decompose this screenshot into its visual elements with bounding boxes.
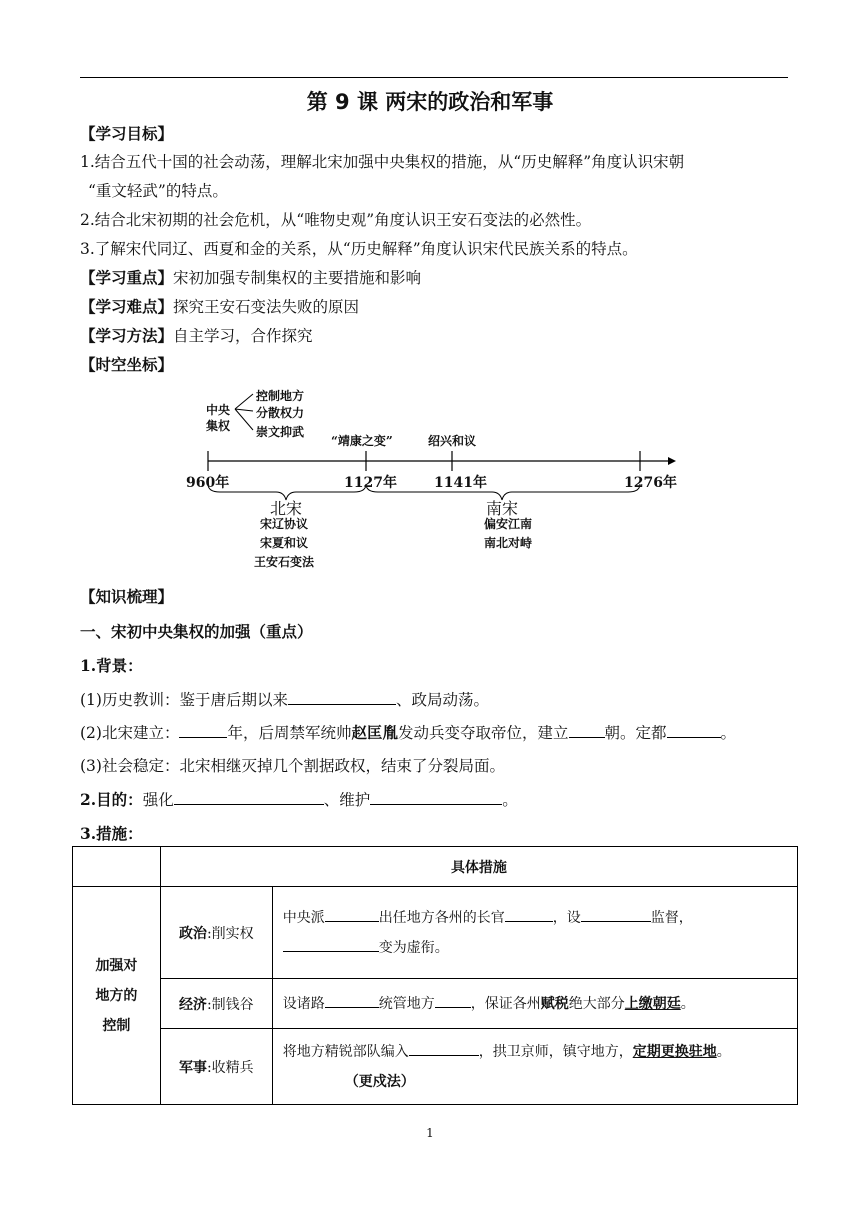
military-text-4: 。 xyxy=(716,1043,731,1060)
table-header-measures: 具体措施 xyxy=(160,847,797,887)
blank-economy-1[interactable] xyxy=(325,992,379,1008)
military-text-2: ，拱卫京师，镇守地方， xyxy=(478,1043,633,1060)
table-row-economy xyxy=(73,979,798,1029)
economy-cat: 经济 xyxy=(178,996,207,1013)
politics-cat: 政治 xyxy=(178,925,207,942)
purpose-line xyxy=(80,788,518,810)
year-1127: 1127年 xyxy=(344,475,397,491)
purpose-text-d: 。 xyxy=(502,791,518,809)
timeline-arrow-icon xyxy=(668,457,676,465)
focus-label: 【学习重点】 xyxy=(80,268,174,287)
blank-economy-2[interactable] xyxy=(435,992,471,1008)
measures-title: 3.措施： xyxy=(80,824,143,843)
table-header-row xyxy=(73,847,798,887)
measures-table xyxy=(72,846,798,1105)
military-rotate: 定期更换驻地 xyxy=(632,1043,717,1060)
branch-culture-over-military: 崇文抑武 xyxy=(256,425,305,439)
politics-text-1: 中央派 xyxy=(282,909,325,926)
blank-military-1[interactable] xyxy=(409,1040,479,1056)
timeline-heading: 【时空坐标】 xyxy=(80,355,174,374)
military-cat: 军事 xyxy=(178,1059,207,1076)
blank-politics-4b[interactable] xyxy=(355,936,379,952)
objective-2: 2.结合北宋初期的社会危机，从“唯物史观”角度认识王安石变法的必然性。 xyxy=(80,211,592,229)
row-economy-label xyxy=(160,979,272,1029)
south-note-standoff: 南北对峙 xyxy=(483,536,532,550)
politics-text-2: 出任地方各州的长官 xyxy=(378,909,505,926)
event-shaoxing-peace: 绍兴和议 xyxy=(428,434,477,448)
bg1-text-b: 、政局动荡。 xyxy=(395,691,489,709)
branch-control-local: 控制地方 xyxy=(256,389,305,403)
economy-text-2: 统管地方 xyxy=(378,995,435,1012)
north-note-xia: 宋夏和议 xyxy=(259,536,308,550)
table-row-military xyxy=(73,1029,798,1105)
row-economy-content xyxy=(272,979,797,1029)
military-gengshu: （更戍法） xyxy=(344,1073,415,1090)
bg2-text-a: (2)北宋建立： xyxy=(80,724,180,742)
branch-line-1 xyxy=(235,394,253,409)
blank-bg1[interactable] xyxy=(288,689,396,705)
south-song-notes xyxy=(468,515,548,553)
year-960: 960年 xyxy=(186,475,230,491)
objective-1: 1.结合五代十国的社会动荡，理解北宋加强中央集权的措施，从“历史解释”角度认识宋朝 xyxy=(80,153,685,171)
page-title: 第 9 课 两宋的政治和军事 xyxy=(306,90,554,114)
blank-bg2-dynasty[interactable] xyxy=(569,722,605,738)
branch-line-3 xyxy=(235,409,253,430)
focus-line xyxy=(80,266,421,288)
blank-purpose-1[interactable] xyxy=(174,789,324,805)
table-header-empty xyxy=(73,847,161,887)
section1-title: 一、宋初中央集权的加强（重点） xyxy=(80,623,313,641)
method-line xyxy=(80,324,313,346)
north-note-reform: 王安石变法 xyxy=(253,555,314,569)
difficulty-text: 探究王安石变法失败的原因 xyxy=(173,298,360,316)
difficulty-line xyxy=(80,295,359,317)
branch-divide-power: 分散权力 xyxy=(256,406,305,420)
row-military-label xyxy=(160,1029,272,1105)
page-number: 1 xyxy=(426,1126,434,1140)
economy-text-7: 。 xyxy=(680,995,695,1012)
background-title: 1.背景： xyxy=(80,656,143,675)
event-jingkang: “靖康之变” xyxy=(331,434,393,448)
blank-politics-1[interactable] xyxy=(325,906,379,922)
south-note-jiangnan: 偏安江南 xyxy=(483,517,532,531)
north-note-liao: 宋辽协议 xyxy=(259,517,308,531)
bg2-text-d: 朝。定都 xyxy=(604,724,667,742)
military-text-1: 将地方精锐部队编入 xyxy=(282,1043,409,1060)
blank-politics-2[interactable] xyxy=(505,906,553,922)
bg2-text-e: 。 xyxy=(720,724,737,742)
objectives-heading: 【学习目标】 xyxy=(80,124,174,143)
background-line-2 xyxy=(80,721,736,743)
background-line-3: (3)社会稳定：北宋相继灭掉几个割据政权，结束了分裂局面。 xyxy=(80,757,505,775)
economy-text-3: ，保证各州 xyxy=(470,995,541,1012)
blank-bg2-year[interactable] xyxy=(179,722,227,738)
table-row-politics xyxy=(73,887,798,979)
politics-text-4: 监督， xyxy=(650,909,693,926)
row-politics-label xyxy=(160,887,272,979)
economy-tax: 赋税 xyxy=(540,995,569,1012)
objective-3: 3.了解宋代同辽、西夏和金的关系，从“历史解释”角度认识宋代民族关系的特点。 xyxy=(80,240,638,258)
economy-text-1: 设诸路 xyxy=(282,995,325,1012)
economy-to-court: 上缴朝廷 xyxy=(624,995,681,1012)
north-song-notes xyxy=(244,515,324,572)
politics-text-5: 变为虚衔。 xyxy=(378,939,449,956)
blank-politics-3[interactable] xyxy=(581,906,651,922)
focus-text: 宋初加强专制集权的主要措施和影响 xyxy=(173,269,422,287)
bg1-text-a: (1)历史教训：鉴于唐后期以来 xyxy=(80,691,288,709)
year-1141: 1141年 xyxy=(434,475,487,491)
economy-sub: :制钱谷 xyxy=(206,996,254,1013)
centralization-label-line1: 中央 xyxy=(206,403,231,417)
politics-text-3: ，设 xyxy=(552,909,581,926)
branch-line-2 xyxy=(235,409,253,411)
bg2-name: 赵匡胤 xyxy=(351,723,398,742)
blank-bg2-capital[interactable] xyxy=(667,722,721,738)
year-1276: 1276年 xyxy=(624,475,677,491)
bg2-text-c: 发动兵变夺取帝位，建立 xyxy=(398,724,569,742)
era-south-song: 南宋 xyxy=(486,499,519,518)
background-line-1 xyxy=(80,688,489,710)
difficulty-label: 【学习难点】 xyxy=(80,297,174,316)
table-group-label: 加强对 地方的 控制 xyxy=(73,887,161,1105)
centralization-label xyxy=(206,402,230,434)
purpose-text-c: 、维护 xyxy=(323,791,371,809)
bg2-text-b: 年，后周禁军统帅 xyxy=(227,724,352,742)
blank-purpose-2[interactable] xyxy=(370,789,502,805)
military-sub: :收精兵 xyxy=(206,1059,254,1076)
row-politics-content xyxy=(272,887,797,979)
economy-text-5: 绝大部分 xyxy=(568,995,625,1012)
era-north-song: 北宋 xyxy=(270,499,303,518)
row-military-content xyxy=(272,1029,797,1105)
politics-sub: :削实权 xyxy=(206,925,254,942)
knowledge-heading: 【知识梳理】 xyxy=(80,587,174,606)
objective-1-cont: “重文轻武”的特点。 xyxy=(88,182,228,200)
purpose-text-b: 强化 xyxy=(142,791,174,809)
blank-politics-4[interactable] xyxy=(283,936,355,952)
method-text: 自主学习，合作探究 xyxy=(173,327,313,345)
centralization-label-line2: 集权 xyxy=(206,419,231,433)
header-rule xyxy=(80,77,788,78)
method-label: 【学习方法】 xyxy=(80,326,174,345)
purpose-label: 2.目的： xyxy=(80,790,143,809)
